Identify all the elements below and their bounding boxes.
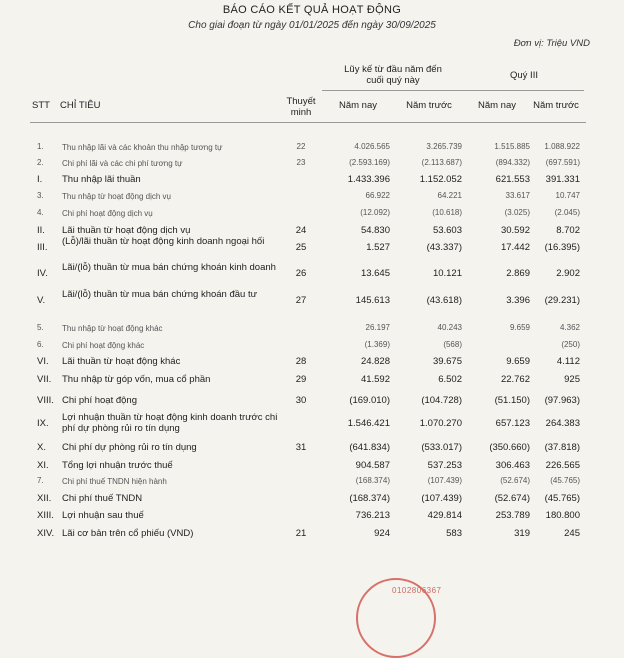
row-stt: VII. <box>37 374 52 385</box>
row-ytd-last-year: (533.017) <box>421 442 462 453</box>
row-ytd-last-year: 64.221 <box>437 191 462 200</box>
row-ytd-this-year: (168.374) <box>349 493 390 504</box>
row-note: 29 <box>295 374 307 385</box>
row-stt: XI. <box>37 460 49 471</box>
row-label: Thu nhập từ hoạt động dịch vụ <box>62 192 171 201</box>
row-label: Lãi thuần từ hoạt động dịch vụ <box>62 225 191 236</box>
row-label: Chi phí dự phòng rủi ro tín dụng <box>62 442 197 453</box>
row-ytd-last-year: 429.814 <box>427 510 462 521</box>
row-ytd-last-year: (568) <box>443 340 462 349</box>
row-ytd-last-year: 53.603 <box>432 225 462 236</box>
row-ytd-this-year: (2.593.169) <box>349 158 390 167</box>
ytd-header-line2: cuối quý này <box>366 75 420 86</box>
row-stt: XIII. <box>37 510 54 521</box>
row-ytd-this-year: (641.834) <box>349 442 390 453</box>
row-ytd-last-year: (43.337) <box>426 242 462 253</box>
row-label: Tổng lợi nhuận trước thuế <box>62 460 173 471</box>
row-stt: II. <box>37 225 45 236</box>
row-label: Chi phí thuế TNDN hiện hành <box>62 477 167 486</box>
row-q-this-year: (52.674) <box>500 476 530 485</box>
row-note: 24 <box>295 225 307 236</box>
row-ytd-this-year: 66.922 <box>365 191 390 200</box>
row-label: Chi phí hoạt động dịch vụ <box>62 209 153 218</box>
row-label: Lãi thuần từ hoạt động khác <box>62 356 181 367</box>
row-q-this-year: 306.463 <box>495 460 530 471</box>
row-ytd-this-year: 26.197 <box>365 323 390 332</box>
row-ytd-this-year: 145.613 <box>355 295 390 306</box>
row-q-last-year: (250) <box>561 340 580 349</box>
row-ytd-this-year: 13.645 <box>360 268 390 279</box>
row-ytd-last-year: 10.121 <box>432 268 462 279</box>
row-ytd-this-year: 24.828 <box>360 356 390 367</box>
row-ytd-last-year: (2.113.687) <box>421 158 462 167</box>
last-year-header: Năm trước <box>406 100 452 111</box>
row-q-this-year: 9.659 <box>506 356 530 367</box>
row-q-last-year: 180.800 <box>545 510 580 521</box>
row-label: Chi phí thuế TNDN <box>62 493 143 504</box>
row-ytd-this-year: (12.092) <box>360 208 390 217</box>
this-year-header: Năm nay <box>338 100 377 111</box>
row-ytd-this-year: 4.026.565 <box>354 142 390 151</box>
row-stt: V. <box>37 295 46 306</box>
row-q-last-year: (37.818) <box>544 442 580 453</box>
row-ytd-last-year: (10.618) <box>432 208 462 217</box>
row-q-this-year: (350.660) <box>489 442 530 453</box>
row-stt: 3. <box>37 191 44 200</box>
row-label: Chi phí hoạt động khác <box>62 341 145 350</box>
row-ytd-last-year: 583 <box>446 528 462 539</box>
row-ytd-last-year: 39.675 <box>432 356 462 367</box>
row-stt: 6. <box>37 340 44 349</box>
row-note: 27 <box>295 295 307 306</box>
row-q-this-year: 17.442 <box>500 242 530 253</box>
row-q-this-year: 22.762 <box>500 374 530 385</box>
row-note: 28 <box>295 356 307 367</box>
note-header <box>282 96 320 118</box>
row-q-last-year: 8.702 <box>556 225 580 236</box>
row-note: 30 <box>295 395 307 406</box>
row-ytd-this-year: 54.830 <box>360 225 390 236</box>
row-ytd-this-year: (1.369) <box>364 340 390 349</box>
row-q-this-year: 30.592 <box>500 225 530 236</box>
seal-number: 0102806367 <box>392 586 442 595</box>
row-stt: XII. <box>37 493 52 504</box>
header-group-rule <box>322 90 584 91</box>
row-stt: IV. <box>37 268 48 279</box>
row-note: 21 <box>295 528 307 539</box>
row-q-this-year: (3.025) <box>504 208 530 217</box>
row-label: Thu nhập từ góp vốn, mua cổ phần <box>62 374 211 385</box>
row-stt: 1. <box>37 142 44 151</box>
row-q-last-year: 391.331 <box>545 174 580 185</box>
row-label: Lãi/(lỗ) thuần từ mua bán chứng khoán kinh doanh <box>62 262 276 273</box>
row-label: (Lỗ)/lãi thuần từ hoạt động kinh doanh ngoại hối <box>62 236 265 247</box>
report-subtitle: Cho giai đoạn từ ngày 01/01/2025 đến ngày 30/09/2025 <box>188 20 436 31</box>
ytd-header-line1: Lũy kế từ đầu năm đến <box>344 64 442 75</box>
row-label: Thu nhập từ hoạt động khác <box>62 324 163 333</box>
row-q-last-year: (16.395) <box>544 242 580 253</box>
row-q-last-year: 1.088.922 <box>544 142 580 151</box>
row-q-last-year: 4.112 <box>556 356 580 367</box>
row-stt: XIV. <box>37 528 55 539</box>
row-stt: IX. <box>37 418 49 429</box>
row-q-last-year: (97.963) <box>544 395 580 406</box>
row-note: 22 <box>296 142 306 151</box>
row-q-last-year: (2.045) <box>554 208 580 217</box>
row-ytd-this-year: 1.546.421 <box>347 418 390 429</box>
row-q-last-year: 10.747 <box>555 191 580 200</box>
row-note: 26 <box>295 268 307 279</box>
ytd-header <box>322 64 464 86</box>
note-header-line2: minh <box>290 107 312 118</box>
row-ytd-last-year: (43.618) <box>426 295 462 306</box>
row-stt: 2. <box>37 158 44 167</box>
row-q-last-year: 925 <box>564 374 580 385</box>
row-stt: 7. <box>37 476 44 485</box>
row-q-last-year: 2.902 <box>556 268 580 279</box>
row-label: Lãi/(lỗ) thuần từ mua bán chứng khoán đầu tư <box>62 289 257 300</box>
row-q-this-year: 2.869 <box>506 268 530 279</box>
row-ytd-this-year: 904.587 <box>355 460 390 471</box>
header-bottom-rule <box>30 122 586 123</box>
stt-header: STT <box>32 100 50 111</box>
q-last-year-header: Năm trước <box>533 100 579 111</box>
row-q-this-year: 319 <box>514 528 530 539</box>
report-title: BÁO CÁO KẾT QUẢ HOẠT ĐỘNG <box>222 4 402 16</box>
row-q-last-year: (697.591) <box>545 158 580 167</box>
row-ytd-last-year: 6.502 <box>438 374 462 385</box>
row-ytd-this-year: (168.374) <box>355 476 390 485</box>
row-ytd-last-year: (107.439) <box>421 493 462 504</box>
row-q-last-year: (45.765) <box>550 476 580 485</box>
row-label: Lợi nhuận sau thuế <box>62 510 144 521</box>
row-stt: VIII. <box>37 395 54 406</box>
row-stt: I. <box>37 174 43 185</box>
row-stt: 5. <box>37 323 44 332</box>
row-stt: 4. <box>37 208 44 217</box>
row-label: Chi phí lãi và các chi phí tương tự <box>62 159 183 168</box>
q-this-year-header: Năm nay <box>477 100 516 111</box>
row-q-this-year: 3.396 <box>506 295 530 306</box>
row-ytd-this-year: 1.433.396 <box>347 174 390 185</box>
row-q-this-year: 253.789 <box>495 510 530 521</box>
row-q-this-year: 621.553 <box>495 174 530 185</box>
row-q-last-year: 264.383 <box>545 418 580 429</box>
row-q-this-year: (52.674) <box>494 493 530 504</box>
item-header: CHỈ TIÊU <box>60 100 101 111</box>
row-q-this-year: 9.659 <box>509 323 530 332</box>
row-label: Lợi nhuận thuần từ hoạt động kinh doanh trước chi phí dự phòng rủi ro tín dụng <box>62 412 278 434</box>
row-ytd-last-year: 3.265.739 <box>426 142 462 151</box>
row-q-this-year: (894.332) <box>495 158 530 167</box>
row-note: 23 <box>296 158 306 167</box>
row-q-last-year: 245 <box>564 528 580 539</box>
row-ytd-last-year: 537.253 <box>427 460 462 471</box>
row-ytd-this-year: 1.527 <box>366 242 390 253</box>
row-label: Thu nhập lãi và các khoản thu nhập tương tự <box>62 143 223 152</box>
row-ytd-last-year: 1.152.052 <box>419 174 462 185</box>
quarter-header: Quý III <box>510 70 538 81</box>
row-label: Thu nhập lãi thuần <box>62 174 141 185</box>
row-q-this-year: 657.123 <box>495 418 530 429</box>
row-label: Lãi cơ bản trên cổ phiếu (VND) <box>62 528 194 539</box>
row-ytd-last-year: (104.728) <box>421 395 462 406</box>
row-q-last-year: 226.565 <box>545 460 580 471</box>
row-ytd-last-year: 40.243 <box>437 323 462 332</box>
row-q-last-year: (29.231) <box>544 295 580 306</box>
unit-label: Đơn vị: Triệu VND <box>513 38 590 49</box>
row-q-last-year: 4.362 <box>559 323 580 332</box>
row-ytd-this-year: 736.213 <box>355 510 390 521</box>
row-ytd-last-year: (107.439) <box>427 476 462 485</box>
row-note: 25 <box>295 242 307 253</box>
row-ytd-this-year: (169.010) <box>349 395 390 406</box>
row-stt: III. <box>37 242 48 253</box>
row-stt: X. <box>37 442 46 453</box>
row-stt: VI. <box>37 356 49 367</box>
row-label: Chi phí hoạt động <box>62 395 138 406</box>
note-header-line1: Thuyết <box>286 96 316 107</box>
row-q-this-year: 1.515.885 <box>494 142 530 151</box>
row-q-this-year: (51.150) <box>494 395 530 406</box>
row-ytd-last-year: 1.070.270 <box>419 418 462 429</box>
row-q-last-year: (45.765) <box>544 493 580 504</box>
row-note: 31 <box>295 442 307 453</box>
row-q-this-year: 33.617 <box>505 191 530 200</box>
row-ytd-this-year: 41.592 <box>360 374 390 385</box>
row-ytd-this-year: 924 <box>374 528 390 539</box>
